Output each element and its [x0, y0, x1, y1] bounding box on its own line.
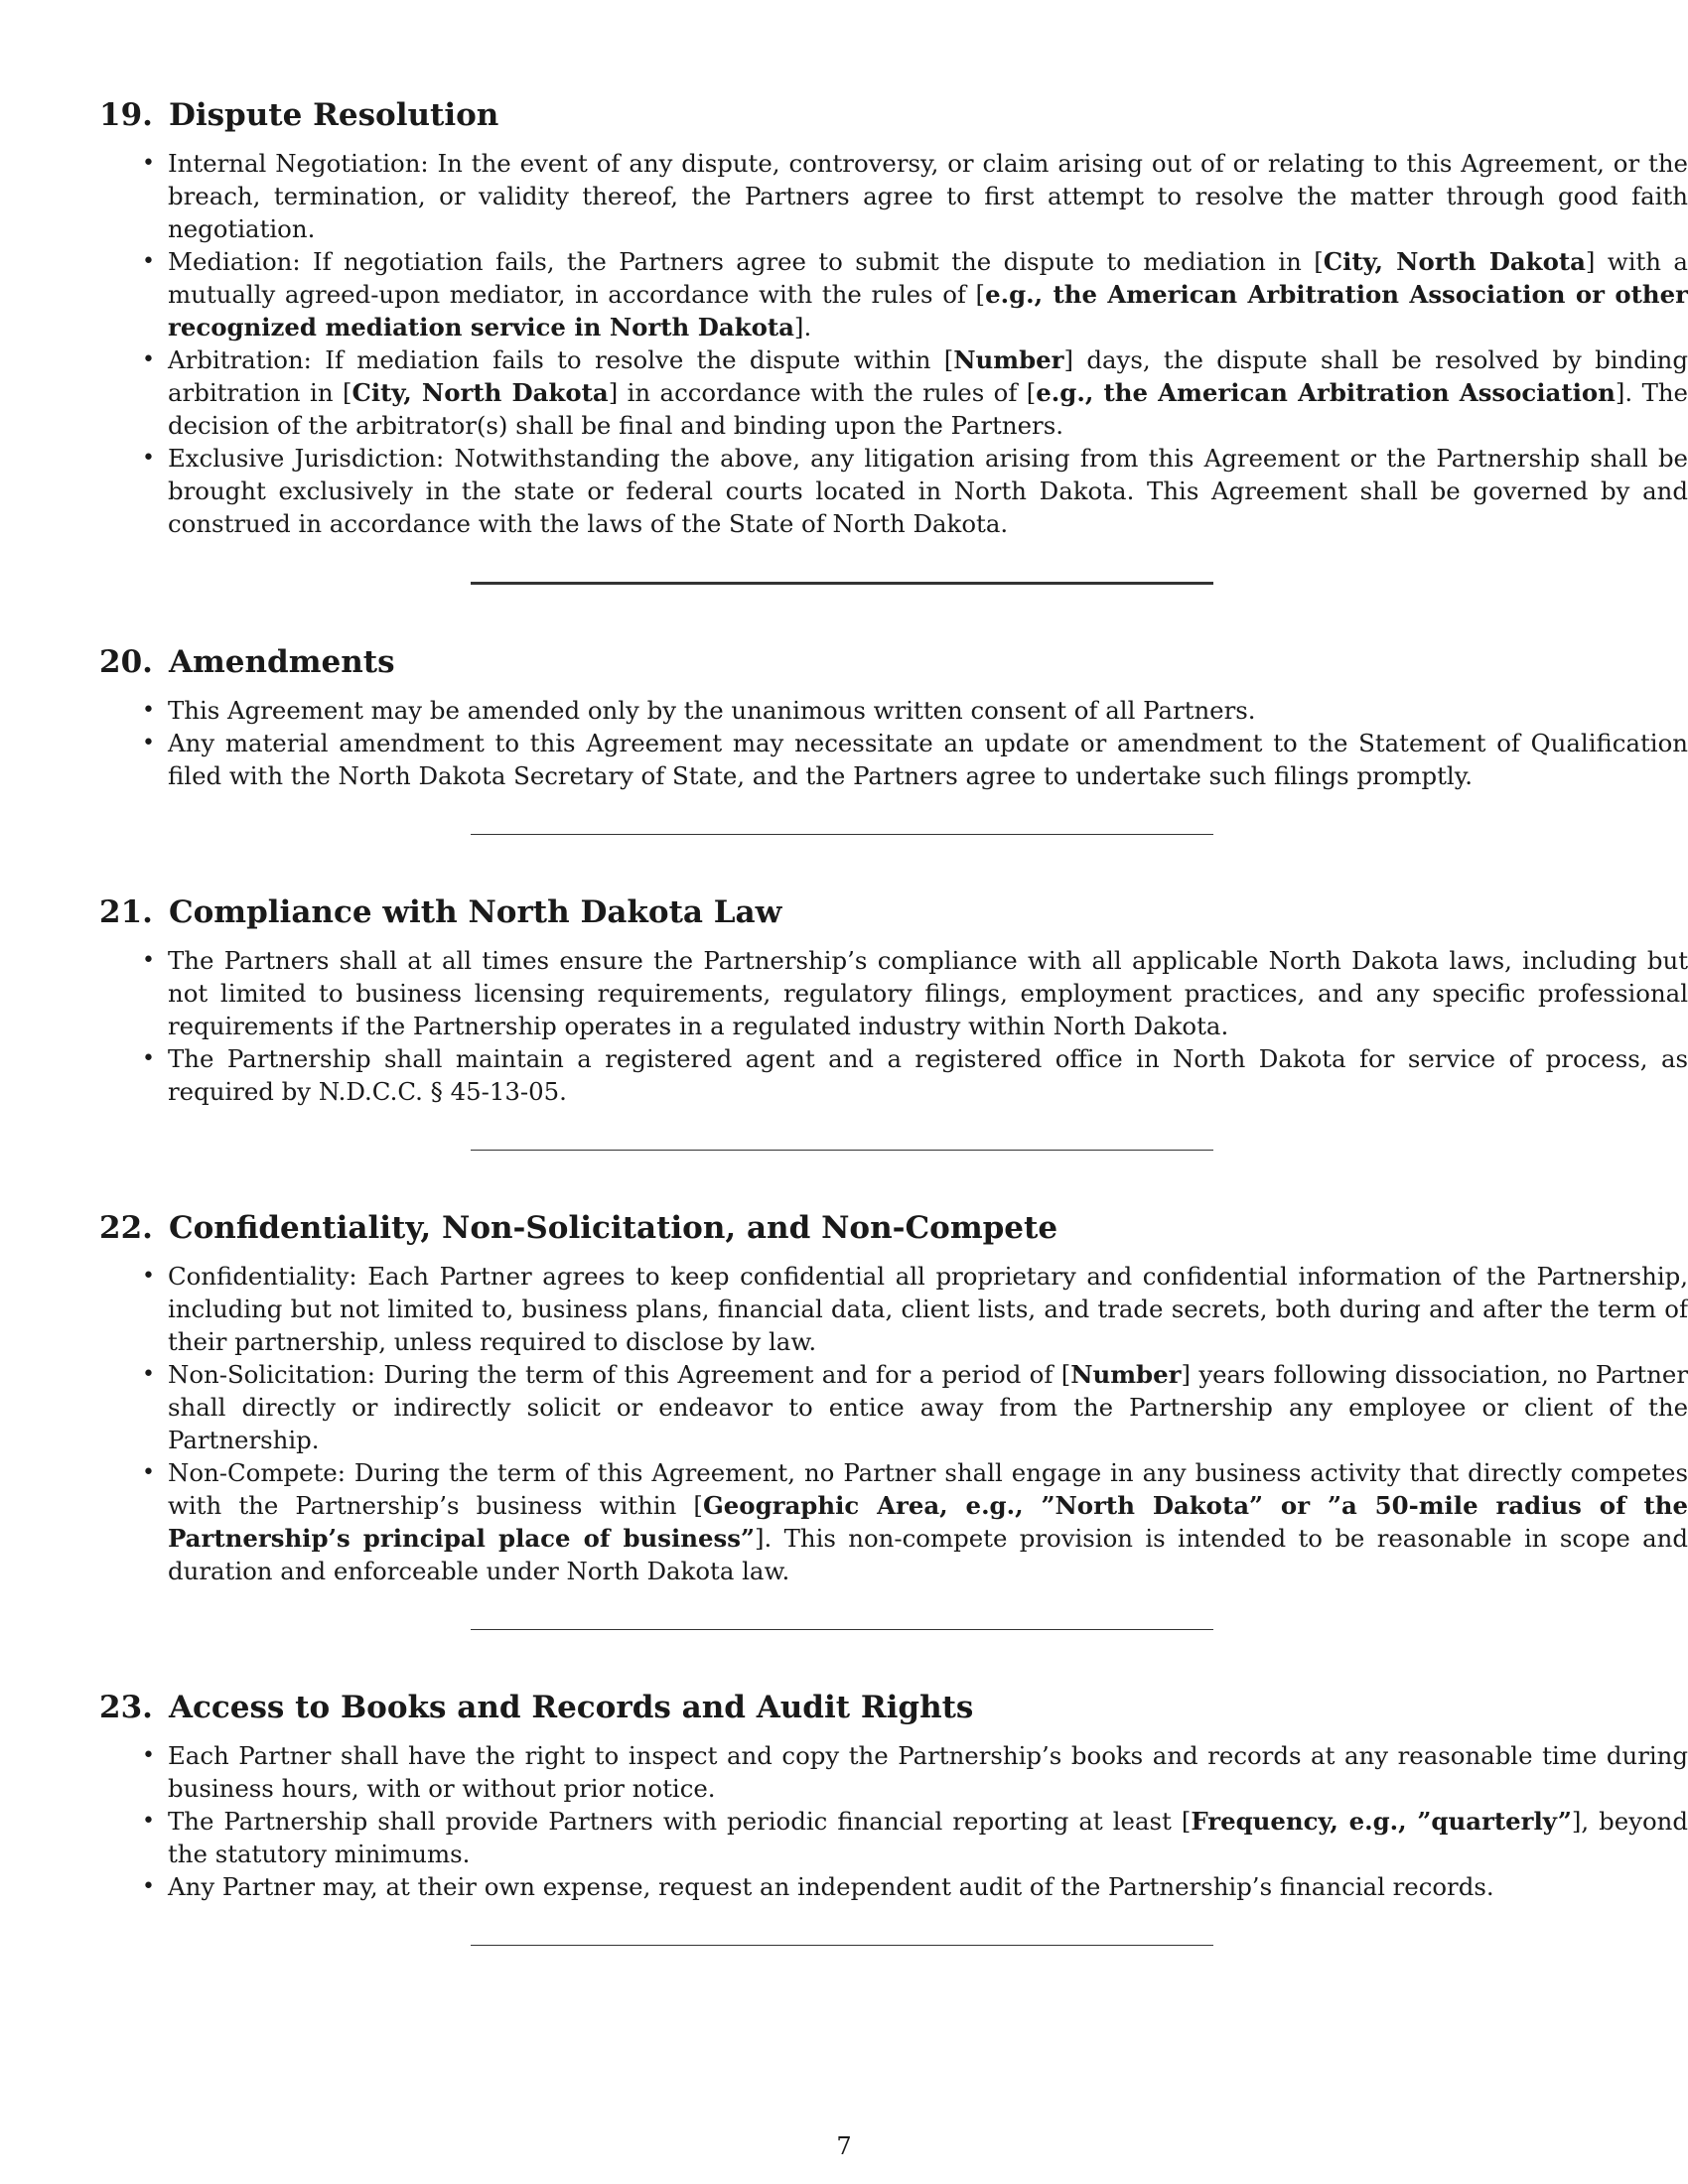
list-item [168, 245, 1688, 343]
placeholder-text: City, North Dakota [352, 378, 609, 407]
section-number: 19. [99, 97, 153, 133]
bullet-list [99, 944, 1688, 1108]
clause-text: ]. This non-compete provision is intended to be reasonable in scope and duration and enforceable under North Dakota law. [168, 1524, 1688, 1585]
clause-text: ] in accordance with the rules of [ [608, 378, 1037, 407]
section-number: 22. [99, 1210, 153, 1246]
section-19 [99, 95, 1688, 585]
section-spacer [99, 835, 1589, 892]
list-item [168, 1260, 1688, 1358]
list-item [168, 442, 1688, 540]
clause-text: ] with a mutually agreed-upon mediator, in accordance with the rules of [ [168, 247, 1688, 309]
section-title: Access to Books and Records and Audit Rights [168, 1690, 974, 1725]
clause-text: ]. [793, 313, 812, 341]
section-number: 20. [99, 644, 153, 680]
clause-text: Non-Compete: During the term of this Agreement, no Partner shall engage in any business activity that directly competes with the Partnership’s business within [ [168, 1458, 1688, 1520]
placeholder-text: Number [953, 345, 1064, 374]
list-item [168, 694, 1688, 727]
list-item [168, 944, 1688, 1042]
section-21 [99, 892, 1688, 1151]
clause-text: ] years following dissociation, no Partner shall directly or indirectly solicit or endeavor to entice away from the Partnership any employee or client of the Partnership. [168, 1360, 1688, 1454]
list-item [168, 147, 1688, 245]
section-title: Confidentiality, Non-Solicitation, and Non-Compete [168, 1210, 1058, 1246]
clause-text: Any material amendment to this Agreement may necessitate an update or amendment to the Statement of Qualification filed with the North Dakota Secretary of State, and the Partners agree to undertake such filings promptly. [168, 729, 1688, 790]
section-title: Dispute Resolution [168, 97, 499, 133]
list-item [168, 727, 1688, 792]
section-divider [471, 1945, 1213, 1946]
clause-text: The Partnership shall provide Partners with periodic financial reporting at least [ [168, 1807, 1192, 1836]
list-item [168, 1805, 1688, 1870]
section-spacer [99, 1630, 1589, 1688]
clause-text: Non-Solicitation: During the term of this Agreement and for a period of [ [168, 1360, 1071, 1389]
section-number: 23. [99, 1690, 153, 1725]
clause-text: This Agreement may be amended only by the unanimous written consent of all Partners. [168, 696, 1256, 725]
clause-text: Internal Negotiation: In the event of any dispute, controversy, or claim arising out of or relating to this Agreement, or the breach, termination, or validity thereof, the Partners agree to first attempt to resolve the matter through good faith negotiation. [168, 149, 1688, 243]
section-number: 21. [99, 894, 153, 930]
bullet-list [99, 1260, 1688, 1587]
clause-text: The Partnership shall maintain a registered agent and a registered office in North Dakota for service of process, as required by N.D.C.C. § 45-13-05. [168, 1044, 1688, 1106]
clause-text: Exclusive Jurisdiction: Notwithstanding the above, any litigation arising from this Agreement or the Partnership shall be brought exclusively in the state or federal courts located in North Dakota. This Agreement shall be governed by and construed in accordance with the laws of the State of North Dakota. [168, 444, 1688, 538]
clause-text: Arbitration: If mediation fails to resolve the dispute within [ [168, 345, 954, 374]
section-20 [99, 642, 1688, 835]
placeholder-text: e.g., the American Arbitration Association or other recognized mediation service in North Dakota [168, 280, 1688, 341]
placeholder-text: City, North Dakota [1323, 247, 1586, 276]
clause-text: The Partners shall at all times ensure the Partnership’s compliance with all applicable North Dakota laws, including but not limited to business licensing requirements, regulatory filings, employment practices, and any specific professional requirements if the Partnership operates in a regulated industry within North Dakota. [168, 946, 1688, 1040]
list-item [168, 1739, 1688, 1805]
clause-text: Confidentiality: Each Partner agrees to keep confidential all proprietary and confidential information of the Partnership, including but not limited to, business plans, financial data, client lists, and trade secrets, both during and after the term of their partnership, unless required to disclose by law. [168, 1262, 1688, 1356]
section-heading [99, 642, 1589, 682]
placeholder-text: Frequency, e.g., ”quarterly” [1191, 1807, 1572, 1836]
list-item [168, 1042, 1688, 1108]
section-title: Amendments [168, 644, 395, 680]
clause-text: ] days, the dispute shall be resolved by binding arbitration in [ [168, 345, 1688, 407]
list-item [168, 1870, 1688, 1903]
section-23 [99, 1688, 1688, 1946]
clause-text: ], beyond the statutory minimums. [168, 1807, 1688, 1868]
section-spacer [99, 585, 1589, 642]
list-item [168, 1358, 1688, 1456]
list-item [168, 1456, 1688, 1587]
placeholder-text: Geographic Area, e.g., ”North Dakota” or ”a 50-mile radius of the Partnership’s principal place of business” [168, 1491, 1688, 1553]
section-22 [99, 1208, 1688, 1630]
bullet-list [99, 1739, 1688, 1903]
bullet-list [99, 147, 1688, 540]
page-number: 7 [836, 2132, 852, 2160]
section-heading [99, 95, 1589, 135]
list-item [168, 343, 1688, 442]
placeholder-text: Number [1070, 1360, 1182, 1389]
section-heading [99, 1208, 1589, 1248]
clause-text: Mediation: If negotiation fails, the Partners agree to submit the dispute to mediation in [ [168, 247, 1324, 276]
section-heading [99, 892, 1589, 932]
document-page [99, 95, 1688, 1946]
section-spacer [99, 1151, 1589, 1208]
clause-text: ]. The decision of the arbitrator(s) shall be final and binding upon the Partners. [168, 378, 1688, 440]
section-heading [99, 1688, 1589, 1727]
clause-text: Any Partner may, at their own expense, request an independent audit of the Partnership’s financial records. [168, 1872, 1494, 1901]
section-title: Compliance with North Dakota Law [168, 894, 782, 930]
placeholder-text: e.g., the American Arbitration Association [1036, 378, 1616, 407]
clause-text: Each Partner shall have the right to inspect and copy the Partnership’s books and records at any reasonable time during business hours, with or without prior notice. [168, 1741, 1688, 1803]
bullet-list [99, 694, 1688, 792]
